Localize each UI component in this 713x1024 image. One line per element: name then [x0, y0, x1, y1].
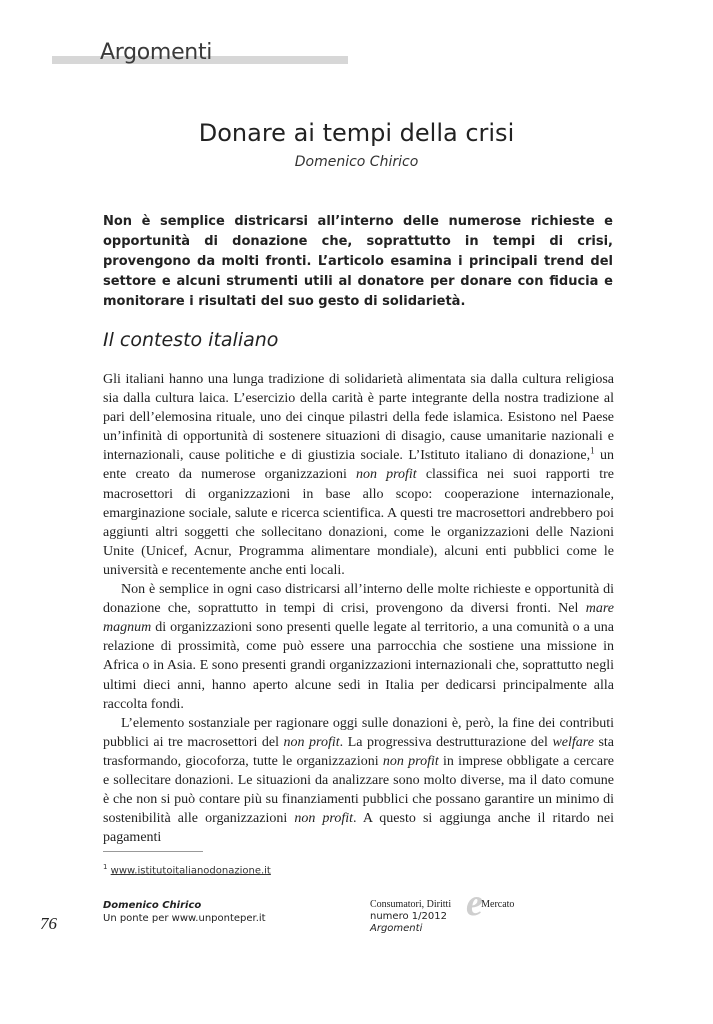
section-heading: Il contesto italiano [103, 329, 279, 351]
journal-name: Consumatori, Diritti Mercato [370, 899, 515, 910]
footnote-divider [103, 851, 203, 852]
article-author: Domenico Chirico [294, 154, 419, 170]
article-title: Donare ai tempi della crisi [198, 119, 515, 147]
journal-issue: numero 1/2012 [370, 911, 447, 922]
footnote-link[interactable]: www.istitutoitalianodonazione.it [110, 865, 271, 877]
footnote [103, 863, 271, 876]
journal-section: Argomenti [370, 923, 423, 934]
footer-journal-block [370, 899, 514, 935]
paragraph: Non è semplice in ogni caso districarsi all’interno delle molte richieste e opportunità di donazione che, soprattutto in tempi di crisi, provengono da diversi fronti. Nel mare magnum di organizzazioni sono presenti quelle legate al territorio, a una comunità o a una relazione di prossimità, come può essere una parrocchia che sostiene una missione in Africa o in Asia. E sono presenti grandi organizzazioni internazionali che, soprattutto negli ultimi dieci anni, hanno aperto alcune sedi in Italia per dedicarsi principalmente alla raccolta fondi. [103, 582, 614, 712]
footer-author: Domenico Chirico [103, 900, 202, 911]
footnote-ref[interactable]: 1 [590, 445, 595, 456]
footnote-mark: 1 [103, 863, 108, 871]
abstract: Non è semplice districarsi all’interno delle numerose richieste e opportunità di donazione che, soprattutto in tempi di crisi, provengono da molti fronti. L’articolo esamina i principali trend del settore e alcuni strumenti utili al donatore per donare con fiducia e monitorare i risultati del suo gesto di solidarietà. [103, 214, 613, 309]
page-number: 76 [40, 914, 57, 933]
footer-affiliation: Un ponte per www.unponteper.it [103, 913, 266, 924]
article-body [103, 370, 614, 847]
footer-author-block [103, 899, 266, 925]
paragraph: Gli italiani hanno una lunga tradizione di solidarietà alimentata sia dalla cultura religiosa sia dalla cultura laica. L’esercizio della carità è parte integrante della nostra tradizione al pari dell’elemosina rituale, uno dei cinque pilastri della fede islamica. Esistono nel Paese un’infinità di opportunità di sostenere situazioni di disagio, cause umanitarie nazionali e internazionali, cause politiche e di giustizia sociale. L’Istituto italiano di donazione,$^1$ un ente creato da numerose organizzazioni non profit classifica nei suoi rapporti tre macrosettori di organizzazioni in base allo scopo: cooperazione internazionale, emarginazione sociale, salute e ricerca scientifica. A questi tre macrosettori andrebbero poi aggiunti altri soggetti che sollecitano donazioni, come le organizzazioni delle Nazioni Unite (Unicef, Acnur, Programma alimentare mondiale), alcuni enti pubblici come le università e recentemente anche enti locali. [103, 372, 614, 578]
section-label: Argomenti [100, 40, 213, 65]
paragraph: L’elemento sostanziale per ragionare oggi sulle donazioni è, però, la fine dei contributi pubblici ai tre macrosettori del non profit. La progressiva destrutturazione del welfare sta trasformando, giocoforza, tutte le organizzazioni non profit in imprese obbligate a cercare e sollecitare donazioni. Le situazioni da analizzare sono molto diverse, ma il dato comune è che non si può contare più su finanziamenti pubblici che possano garantire un minimo di sostenibilità alle organizzazioni non profit. A questo si aggiunga anche il ritardo nei pagamenti [103, 715, 615, 846]
journal-logo: e [466, 882, 483, 924]
